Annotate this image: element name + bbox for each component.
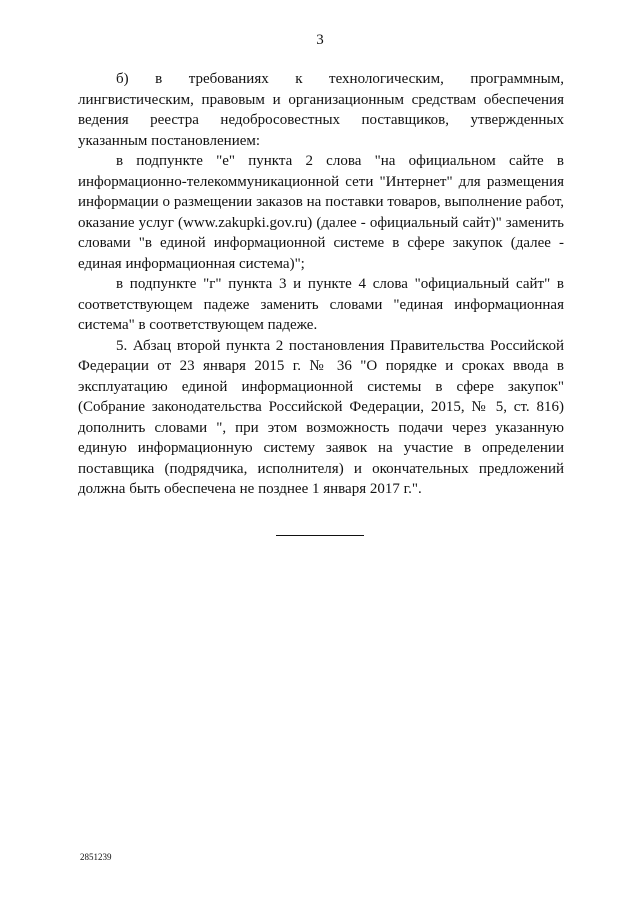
paragraph-item-5: 5. Абзац второй пункта 2 постановления Правительства Российской Федерации от 23 января 2015 г. № 36 "О порядке и сроках ввода в эксплуатацию единой информационной системы в сфере закупок" (Собрание законодательства Российской Федерации, 2015, № 5, ст. 816) дополнить словами ", при этом возможность подачи через указанную единую информационную систему заявок на участие в определении поставщика (подрядчика, исполнителя) и окончательных предложений должна быть обеспечена не позднее 1 января 2017 г.". (78, 337, 564, 497)
paragraph-subpoint-e: в подпункте "е" пункта 2 слова "на официальном сайте в информационно-телекоммуникационной сети "Интернет" для размещения информации о размещении заказов на поставки товаров, выполнение работ, оказание услуг (www.zakupki.gov.ru) (далее - официальный сайт)" заменить словами "в единой информационной системе в сфере закупок (далее - единая информационная система)"; (78, 153, 564, 272)
paragraph-b-requirements: б) в требованиях к технологическим, программным, лингвистическим, правовым и организационным средствам обеспечения ведения реестра недобросовестных поставщиков, утвержденных указанным постановлением: (78, 71, 564, 149)
paragraph-subpoint-g: в подпункте "г" пункта 3 и пункте 4 слова "официальный сайт" в соответствующем падеже заменить словами "единая информационная система" в соответствующем падеже. (78, 276, 564, 333)
document-body (78, 69, 564, 500)
end-separator-line (276, 535, 364, 536)
page-number: 3 (316, 32, 324, 48)
document-code: 2851239 (80, 852, 112, 862)
